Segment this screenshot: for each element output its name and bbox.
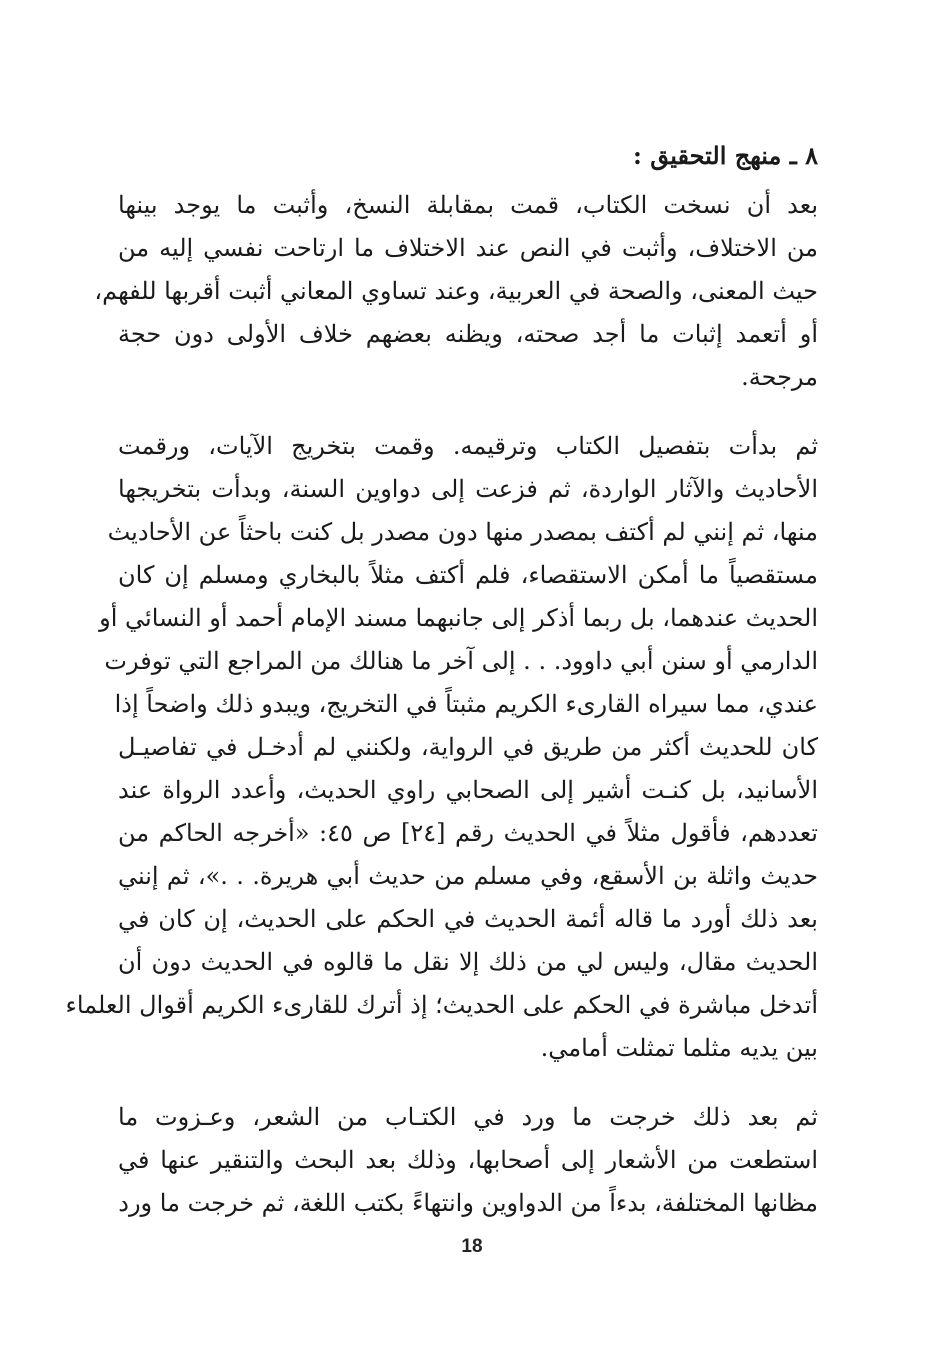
text-line: بعد أن نسخت الكتاب، قمت بمقابلة النسخ، وأثبت ما يوجد بينها xyxy=(118,191,818,219)
text-line: كان للحديث أكثر من طريق في الرواية، ولكنني لم أدخـل في تفاصيـل xyxy=(118,733,818,761)
text-line: حديث واثلة بن الأسقع، وفي مسلم من حديث أبي هريرة. . .»، ثم إنني xyxy=(118,862,818,890)
text-line: مظانها المختلفة، بدءاً من الدواوين وانتهاءً بكتب اللغة، ثم خرجت ما ورد xyxy=(118,1189,818,1217)
text-line: الحديث مقال، وليس لي من ذلك إلا نقل ما قالوه في الحديث دون أن xyxy=(118,948,818,976)
text-line: مستقصياً ما أمكن الاستقصاء، فلم أكتف مثلاً بالبخاري ومسلم إن كان xyxy=(118,561,818,589)
text-line: حيث المعنى، والصحة في العربية، وعند تساوي المعاني أثبت أقربها للفهم، xyxy=(94,277,818,305)
text-line: ثم بدأت بتفصيل الكتاب وترقيمه. وقمت بتخريج الآيات، ورقمت xyxy=(118,432,818,460)
text-line: الحديث عندهما، بل ربما أذكر إلى جانبهما مسند الإمام أحمد أو النسائي أو xyxy=(99,604,818,632)
paragraphs-container xyxy=(65,184,818,1225)
text-line: أتدخل مباشرة في الحكم على الحديث؛ إذ أترك للقارىء الكريم أقوال العلماء xyxy=(65,991,818,1019)
page-number: 18 xyxy=(461,1236,483,1257)
text-line: بين يديه مثلما تمثلت أمامي. xyxy=(540,1034,818,1062)
text-line: منها، ثم إنني لم أكتف بمصدر منها دون مصدر بل كنت باحثاً عن الأحاديث xyxy=(107,518,818,546)
text-line: الأحاديث والآثار الواردة، ثم فزعت إلى دواوين السنة، وبدأت بتخريجها xyxy=(118,475,818,503)
text-line: أو أتعمد إثبات ما أجد صحته، ويظنه بعضهم خلاف الأولى دون حجة xyxy=(118,320,818,348)
paragraph xyxy=(118,1096,818,1225)
paragraph xyxy=(65,425,818,1070)
page-body xyxy=(65,128,818,1225)
section-heading: ٨ ـ منهج التحقيق : xyxy=(633,141,818,170)
text-line: استطعت من الأشعار إلى أصحابها، وذلك بعد البحث والتنقير عنها في xyxy=(118,1146,818,1174)
text-line: بعد ذلك أورد ما قاله أئمة الحديث في الحكم على الحديث، إن كان في xyxy=(118,905,818,933)
paragraph xyxy=(94,184,818,399)
text-line: عندي، مما سيراه القارىء الكريم مثبتاً في التخريج، ويبدو ذلك واضحاً إذا xyxy=(114,690,818,718)
text-line: ثم بعد ذلك خرجت ما ورد في الكتـاب من الشعر، وعـزوت ما xyxy=(118,1103,818,1131)
text-line: تعددهم، فأقول مثلاً في الحديث رقم [٢٤] ص ٤٥: «أخرجه الحاكم من xyxy=(118,819,818,847)
text-line: الدارمي أو سنن أبي داوود. . . إلى آخر ما هنالك من المراجع التي توفرت xyxy=(104,647,818,675)
text-line: الأسانيد، بل كنـت أشير إلى الصحابي راوي الحديث، وأعدد الرواة عند xyxy=(118,776,818,804)
text-line: من الاختلاف، وأثبت في النص عند الاختلاف ما ارتاحت نفسي إليه من xyxy=(118,234,818,262)
text-line: مرجحة. xyxy=(741,363,818,391)
